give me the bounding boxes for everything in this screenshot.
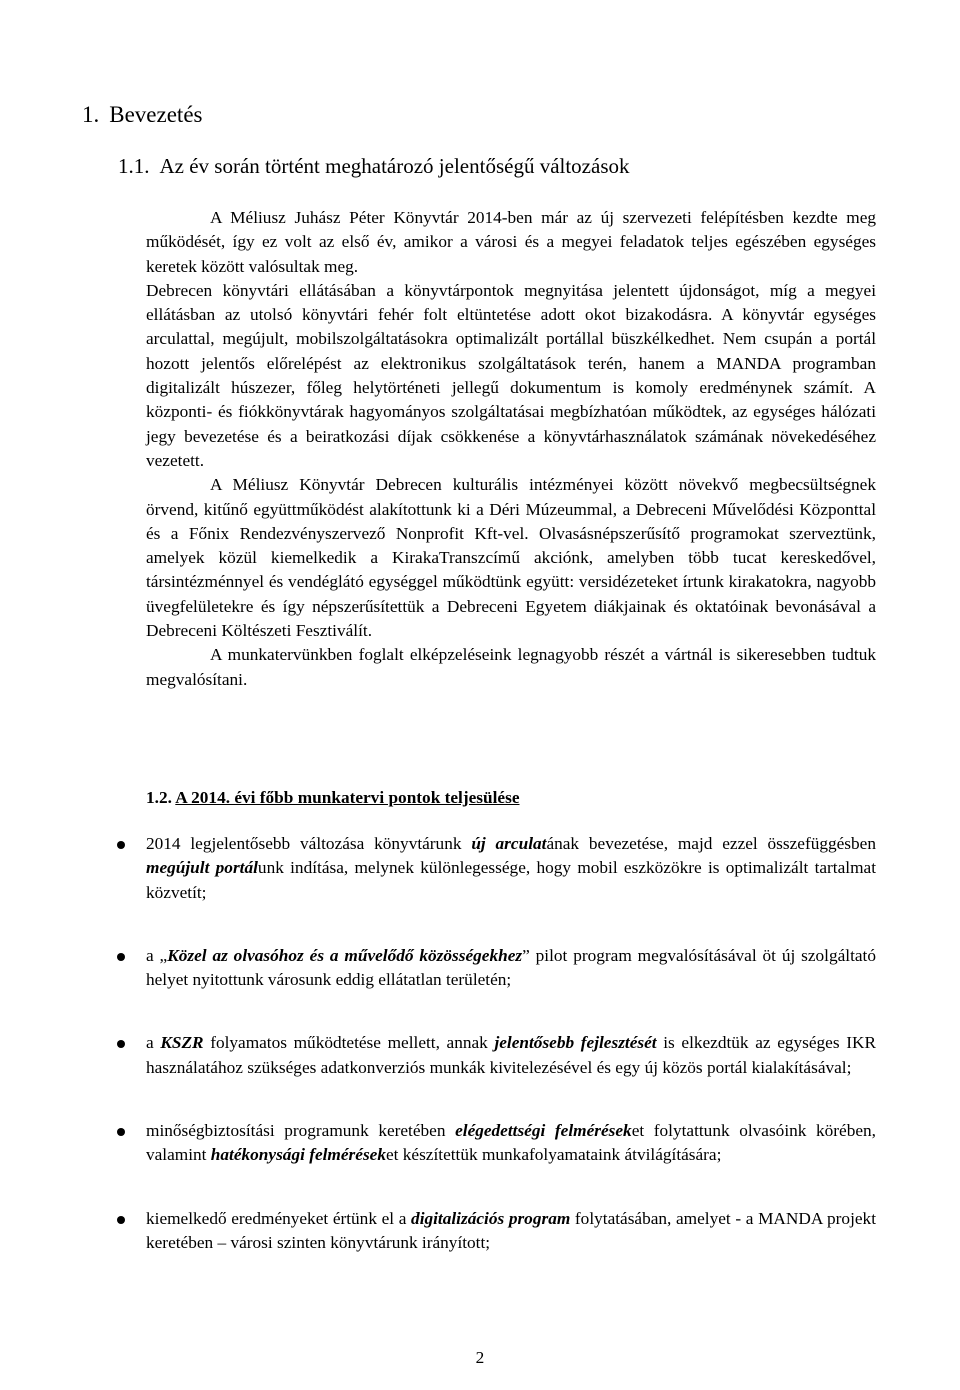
chapter-title: Bevezetés [109,102,203,127]
emphasis-text: jelentősebb fejlesztését [494,1033,657,1053]
list-item-text: folyamatos működtetése mellett, annak [203,1033,495,1053]
list-item-text: folytatásában, amelyet - a MANDA projekt keretében – városi szinten könyvtárunk irányított; [146,1208,876,1252]
bullet-icon [117,953,125,961]
section-heading [118,152,630,180]
list-item [146,944,876,993]
subsection-title: A 2014. évi főbb munkatervi pontok teljesülése [175,788,520,807]
section-number: 1.1. [118,154,150,178]
emphasis-text: digitalizációs program [411,1208,571,1228]
bullet-icon [117,841,125,849]
list-item-text: is elkezdtük az egységes IKR használatához szükséges adatkonverziós munkák kivitelezésével és egy új közös portál kialakításával; [146,1033,876,1077]
list-item-text: minőségbiztosítási programunk keretében [146,1121,456,1141]
achievements-list [146,832,876,1294]
page-number: 2 [475,1348,485,1367]
list-item [146,832,876,905]
section-body [146,206,876,692]
section-title: Az év során történt meghatározó jelentőségű változások [159,154,630,178]
emphasis-text: hatékonysági felmérések [210,1145,386,1165]
list-item-text: 2014 legjelentősebb változása könyvtárunk [146,834,472,853]
emphasis-text: új arculat [471,834,547,853]
list-item-text: unk indítása, melynek különlegessége, hogy mobil eszközökre is optimalizált tartalmat közvetít; [146,858,876,902]
bullet-icon [117,1216,125,1224]
list-item-text: et folytattunk olvasóink körében, valamint [146,1121,876,1165]
emphasis-text: megújult portál [146,858,258,878]
bullet-icon [117,1040,125,1048]
list-item-text: et készítettük munkafolyamataink átvilágítására; [385,1145,722,1165]
list-item-text: a [146,1033,161,1053]
list-item-text: ” pilot program megvalósításával öt új szolgáltató helyet nyitottunk városunk eddig ellátatlan területén; [146,945,876,990]
list-item-text: ának bevezetése, majd ezzel összefüggésben [546,834,876,853]
paragraph-4: A munkatervünkben foglalt elképzeléseink legnagyobb részét a vártnál is sikeresebben tudtuk megvalósítani. [146,645,876,689]
paragraph-3: A Méliusz Könyvtár Debrecen kulturális intézményei között növekvő megbecsültségnek örvend, kitűnő együttműködést alakítottunk ki a Déri Múzeummal, a Debreceni Művelődési Központtal és a Főnix Rendezvényszervező Nonprofit Kft-vel. Olvasásnépszerűsítő programokat szerveztünk, amelyek közül kiemelkedik a KirakaTranszcímű akciónk, amelyben több tucat kereskedővel, társintézménnyel és vendéglátó egységgel működtünk együtt: versidézeteket írtunk kirakatokra, nagyobb üvegfelületekre és így népszerűsítettük a Debreceni Egyetem diákjainak és oktatóinak bevonásával a Debreceni Költészeti Fesztiválít. [146,475,876,641]
list-item [146,1119,876,1168]
subsection-heading [146,786,520,810]
emphasis-text: KSZR [160,1033,204,1053]
list-item [146,1207,876,1256]
chapter-heading [82,100,202,130]
subsection-number: 1.2. [146,788,172,807]
bullet-icon [117,1128,125,1136]
chapter-number: 1. [82,102,100,127]
list-item [146,1031,876,1080]
list-item-text: a „ [146,945,168,965]
paragraph-2: Debrecen könyvtári ellátásában a könyvtárpontok megnyitása jelentett újdonságot, míg a megyei ellátásban az utolsó könyvtári fehér folt eltüntetése adott okot bizakodásra. A könyvtár egységes arculattal, megújult, mobilszolgáltatásokra optimalizált portállal büszkélkedhet. Nem csupán a portál hozott jelentős előrelépést az elektronikus szolgáltatások terén, hanem a MANDA programban digitalizált húszezer, főleg helytörténeti jellegű dokumentum is komoly eredménynek számít. A központi- és fiókkönyvtárak hagyományos szolgáltatásai megbízhatóan működtek, az egységes hálózati jegy bevezetése és a beiratkozási díjak csökkenése a könyvtárhasználatok számának növekedéséhez vezetett. [146,280,876,470]
paragraph-1: A Méliusz Juhász Péter Könyvtár 2014-ben már az új szervezeti felépítésben kezdte meg működését, így ez volt az első év, amikor a városi és a megyei feladatok teljes egészében egységes keretek között valósultak meg. [146,208,876,276]
emphasis-text: Közel az olvasóhoz és a művelődő közösségekhez [167,945,523,965]
list-item-text: kiemelkedő eredményeket értünk el a [146,1208,412,1228]
emphasis-text: elégedettségi felmérések [455,1121,632,1141]
